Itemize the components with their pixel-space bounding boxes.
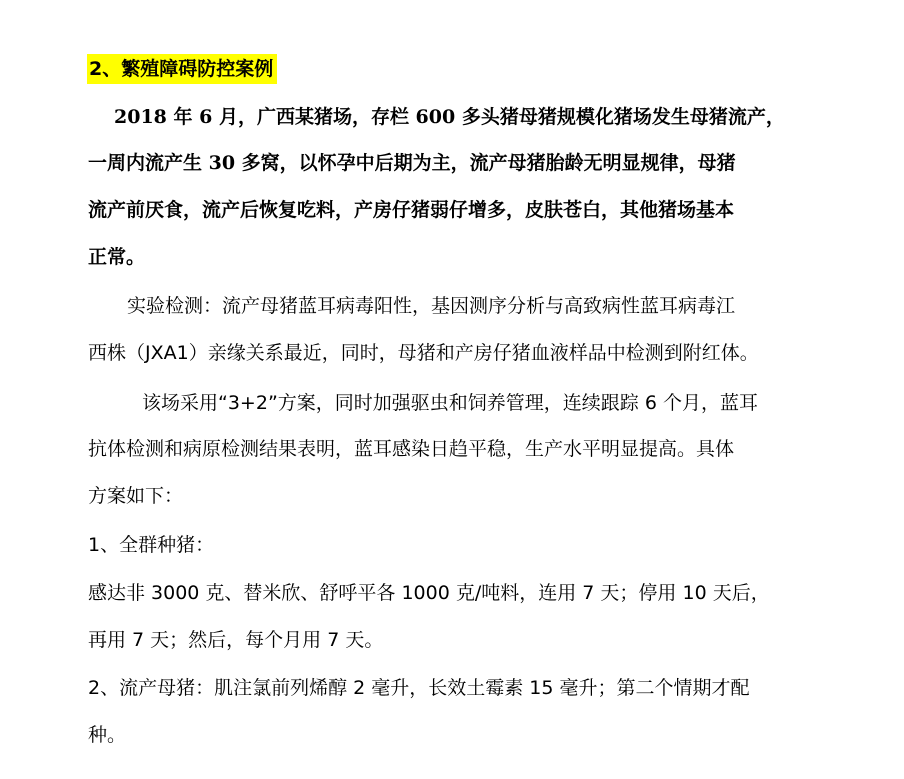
paragraph-line: 实验检测：流产母猪蓝耳病毒阳性，基因测序分析与高致病性蓝耳病毒江: [127, 295, 736, 317]
paragraph-line: 该场采用“3+2”方案，同时加强驱虫和饲养管理，连续跟踪 6 个月，蓝耳: [142, 392, 758, 414]
paragraph-line: 抗体检测和病原检测结果表明，蓝耳感染日趋平稳，生产水平明显提高。具体: [88, 438, 735, 460]
paragraph-line: 方案如下：: [88, 485, 184, 507]
section-heading: 2、繁殖障碍防控案例: [87, 54, 277, 84]
list-item-heading: 2、流产母猪：肌注氯前列烯醇 2 毫升，长效土霉素 15 毫升；第二个情期才配: [88, 677, 750, 699]
paragraph-line: 再用 7 天；然后，每个月用 7 天。: [88, 629, 384, 651]
paragraph-line: 种。: [88, 724, 127, 746]
paragraph-line: 2018 年 6 月，广西某猪场，存栏 600 多头猪母猪规模化猪场发生母猪流产，: [114, 106, 785, 128]
list-item-heading: 1、全群种猪：: [88, 534, 215, 556]
paragraph-line: 西株（JXA1）亲缘关系最近，同时，母猪和产房仔猪血液样品中检测到附红体。: [88, 342, 759, 364]
paragraph-line: 正常。: [88, 246, 146, 268]
paragraph-line: 感达非 3000 克、替米欣、舒呼平各 1000 克/吨料，连用 7 天；停用 10 天后，: [88, 582, 770, 604]
paragraph-line: 流产前厌食，流产后恢复吃料，产房仔猪弱仔增多，皮肤苍白，其他猪场基本: [88, 199, 735, 221]
paragraph-line: 一周内流产生 30 多窝，以怀孕中后期为主，流产母猪胎龄无明显规律，母猪: [88, 152, 736, 174]
